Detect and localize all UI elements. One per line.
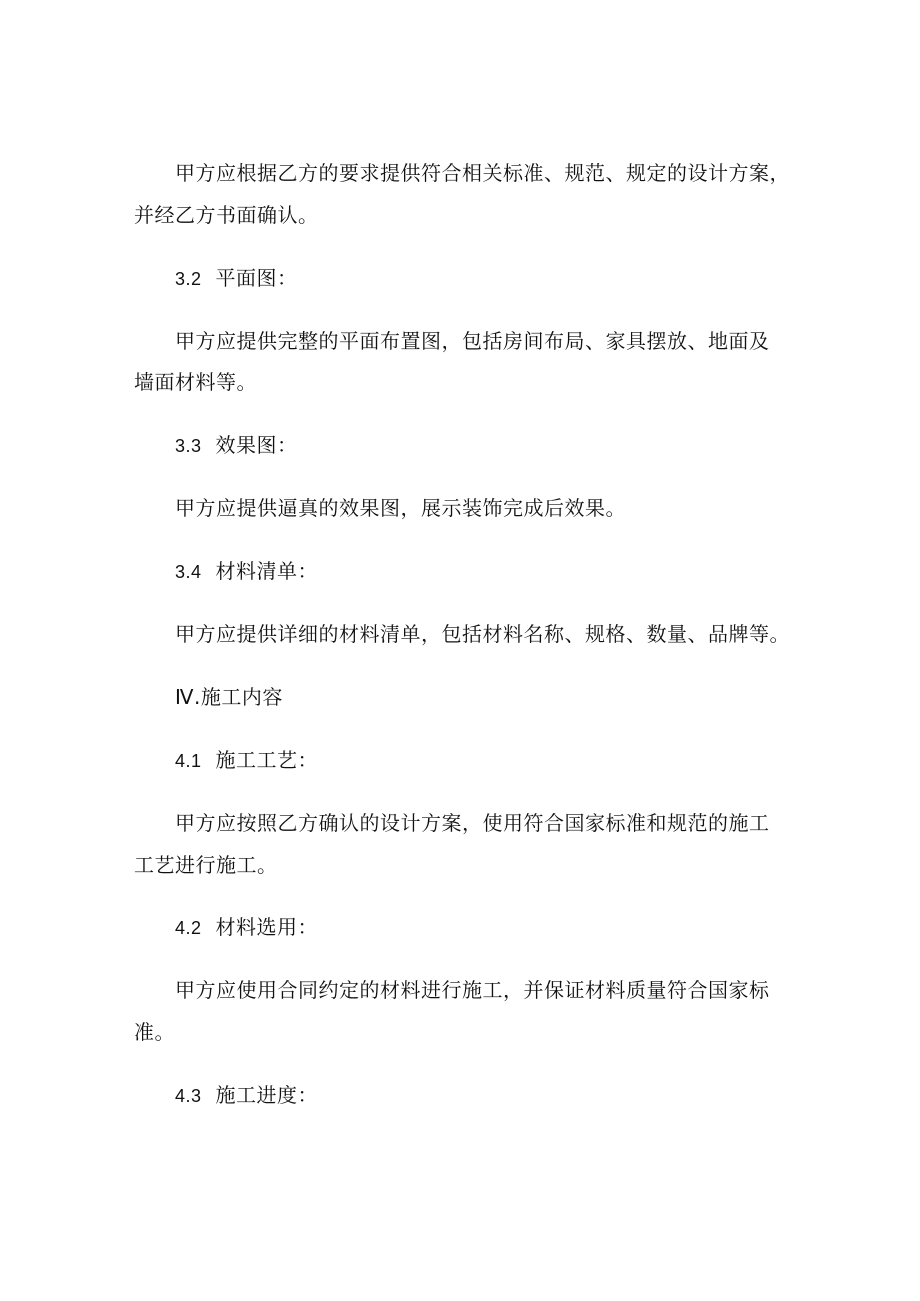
subsection-number: 4.3: [175, 1086, 202, 1106]
subsection-heading: [175, 915, 318, 940]
subsection-number: 3.4: [175, 562, 202, 582]
paragraph-line: 甲方应提供逼真的效果图，展示装饰完成后效果。: [175, 496, 626, 520]
subsection-number: 4.2: [175, 918, 202, 938]
subsection-heading: [175, 559, 318, 584]
subsection-title: 效果图：: [215, 433, 298, 457]
subsection-title: 材料清单：: [215, 559, 319, 583]
paragraph-line: 甲方应使用合同约定的材料进行施工，并保证材料质量符合国家标: [175, 978, 770, 1002]
section-heading: Ⅳ.施工内容: [175, 685, 283, 709]
paragraph-line: 甲方应按照乙方确认的设计方案，使用符合国家标准和规范的施工: [175, 811, 770, 835]
subsection-title: 施工进度：: [215, 1083, 319, 1107]
paragraph-line: 墙面材料等。: [134, 370, 257, 394]
subsection-number: 3.2: [175, 269, 202, 289]
subsection-heading: [175, 748, 318, 773]
paragraph-line: 甲方应提供详细的材料清单，包括材料名称、规格、数量、品牌等。: [175, 622, 790, 646]
subsection-title: 平面图：: [215, 266, 298, 290]
subsection-heading: [175, 433, 298, 458]
paragraph-line: 并经乙方书面确认。: [134, 203, 319, 227]
paragraph-line: 工艺进行施工。: [134, 853, 278, 877]
subsection-heading: [175, 266, 298, 291]
paragraph-line: 准。: [134, 1020, 175, 1044]
subsection-heading: [175, 1083, 318, 1108]
subsection-title: 材料选用：: [215, 915, 319, 939]
subsection-title: 施工工艺：: [215, 748, 319, 772]
subsection-number: 4.1: [175, 751, 202, 771]
paragraph-line: 甲方应根据乙方的要求提供符合相关标准、规范、规定的设计方案，: [175, 161, 790, 185]
subsection-number: 3.3: [175, 436, 202, 456]
paragraph-line: 甲方应提供完整的平面布置图，包括房间布局、家具摆放、地面及: [175, 329, 770, 353]
